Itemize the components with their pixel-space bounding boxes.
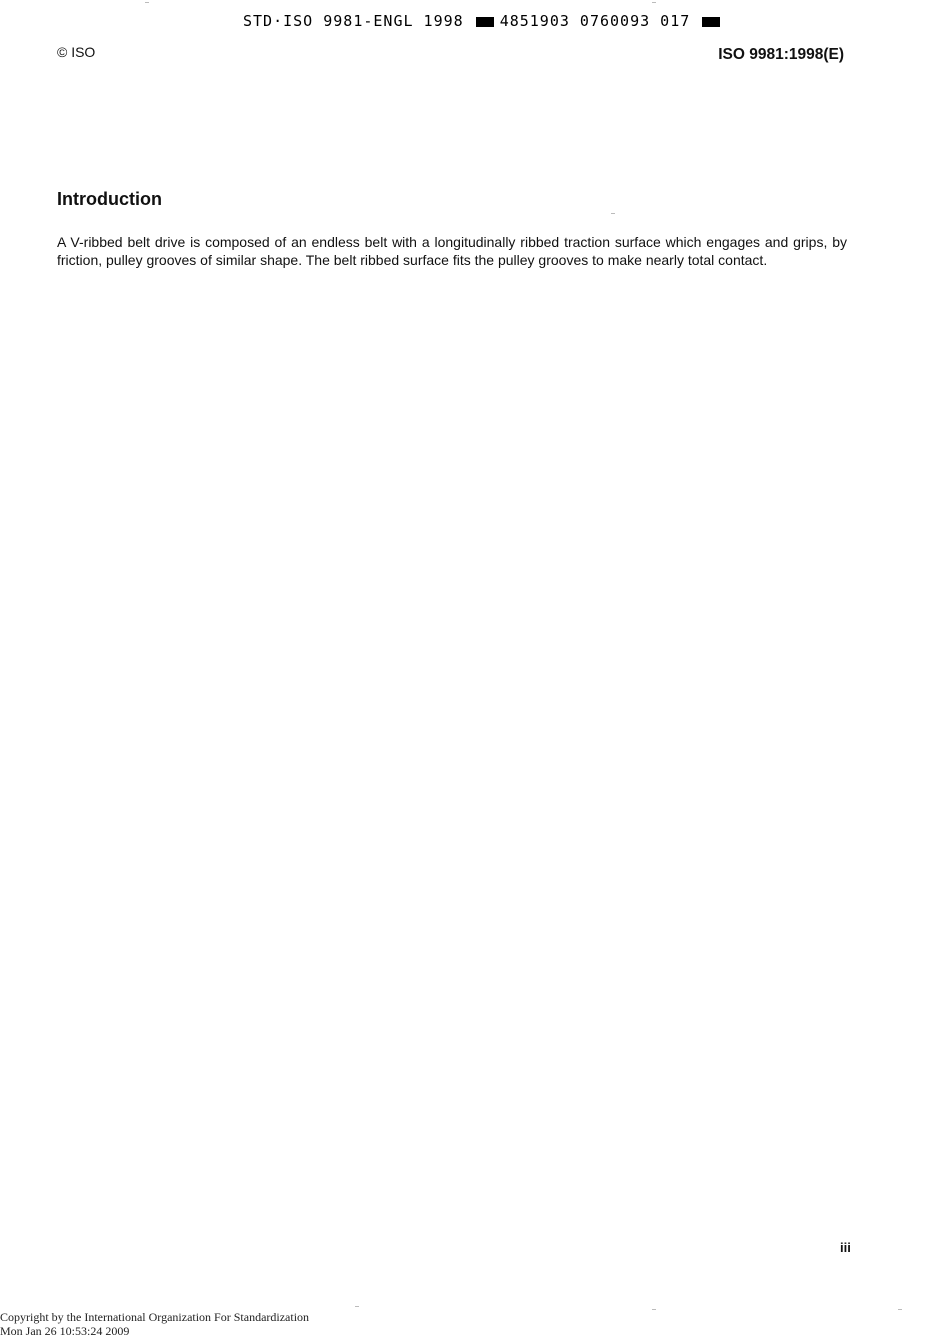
page-number: iii (840, 1240, 851, 1255)
scan-speck (611, 213, 615, 214)
scan-speck (652, 2, 656, 3)
scan-speck (145, 2, 149, 3)
scan-speck (898, 1309, 902, 1310)
section-heading: Introduction (57, 189, 162, 209)
introduction-paragraph: A V-ribbed belt drive is composed of an endless belt with a longitudinally ribbed traction surface which engages and grips, by friction, pulley grooves of similar shape. The belt ribbed surface fits the pulley grooves to make nearly total contact. (57, 234, 847, 268)
stamp-serial: 4851903 0760093 017 (499, 12, 691, 30)
copyright-iso: © ISO (57, 44, 96, 60)
footer-copyright-line: Copyright by the International Organization For Standardization (0, 1310, 310, 1324)
stamp-block-mark (476, 17, 494, 27)
footer-timestamp-line: Mon Jan 26 10:53:24 2009 (0, 1324, 130, 1338)
document-stamp-line (243, 12, 726, 30)
stamp-code: STD·ISO 9981-ENGL 1998 (243, 12, 464, 30)
standard-number: ISO 9981:1998(E) (718, 46, 844, 63)
scan-speck (355, 1306, 359, 1307)
scan-speck (652, 1309, 656, 1310)
stamp-block-mark (702, 17, 720, 27)
copyright-footer (0, 1310, 309, 1338)
